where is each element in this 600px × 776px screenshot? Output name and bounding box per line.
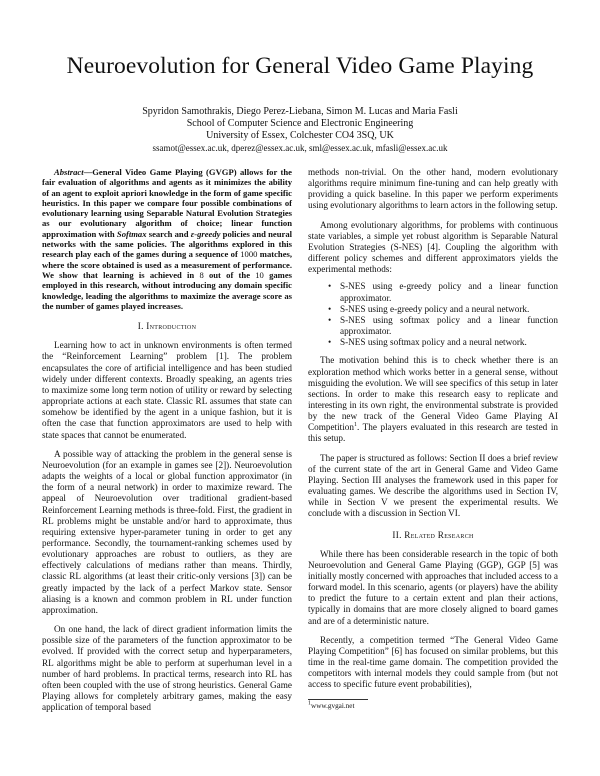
list-item: • S-NES using softmax policy and a linear function approximator.: [328, 314, 558, 337]
abstract: Abstract—General Video Game Playing (GVGP) allows for the fair evaluation of algorithms and agents as it minimizes the ability of an agent to exploit apriori knowledge in the form of game specific heuristics. In this paper we compare four possible combinations of evolutionary learning using Separable Natural Evolution Strategies as our evolutionary algorithm of choice; linear function approximation with Softmax search and ε-greedy policies and neural networks with the same policies. The algorithms explored in this research play each of the games during a sequence of 1000 matches, where the score obtained is used as a measurement of performance. We show that learning is achieved in 8 out of the 10 games employed in this research, without introducing any domain specific knowledge, leading the algorithms to maximize the average score as the number of games played increases.: [42, 167, 293, 311]
bullet-icon: •: [328, 337, 332, 348]
intro-paragraph-7: The paper is structured as follows: Section II does a brief review of the current state of the art in General Game and Video Game Playing. Section III analyses the framework used in this paper for evaluating games. We describe the algorithms used in Section IV, while in Section V we present the experimental results. We conclude with a discussion in Section VI.: [308, 452, 558, 519]
footnote-url: www.gvgai.net: [311, 701, 355, 710]
affiliation-school: School of Computer Science and Electronic Engineering: [186, 118, 414, 129]
abstract-label: Abstract: [54, 167, 84, 177]
section-heading-related-research: II. Related Research: [392, 529, 474, 540]
paper-title: Neuroevolution for General Video Game Playing: [66, 53, 534, 79]
paper-authors: Spyridon Samothrakis, Diego Perez-Liebana, Simon M. Lucas and Maria Fasli: [142, 106, 458, 117]
related-paragraph-1: While there has been considerable research in the topic of both Neuroevolution and General Game Playing (GGP), GGP [5] was initially mostly concerned with approaches that included access to a forward model. In this scenario, agents (or players) have the ability to predict the future to a certain extent and plan their actions, typically in domains that are more closely aligned to board games and are of a deterministic nature.: [308, 548, 558, 626]
intro-paragraph-3: On one hand, the lack of direct gradient information limits the possible size of the parameters of the function approximator to be evolved. If provided with the correct setup and hyperparameters, RL algorithms might be able to perform at superhuman level in a number of hard problems. In practical terms, research into RL has often been coupled with the use of strong heuristics. General Game Playing allows for completely arbitrary games, making the easy application of temporal based: [42, 624, 292, 713]
author-emails: ssamot@essex.ac.uk, dperez@essex.ac.uk, sml@essex.ac.uk, mfasli@essex.ac.uk: [152, 143, 448, 153]
methods-list: [308, 281, 558, 348]
list-item: • S-NES using e-greedy policy and a linear function approximator.: [328, 281, 558, 303]
affiliation-university: University of Essex, Colchester CO4 3SQ, UK: [206, 130, 394, 141]
bullet-icon: •: [328, 281, 332, 292]
intro-paragraph-2: A possible way of attacking the problem in the general sense is Neuroevolution (for an example in games see [2]). Neuroevolution adapts the weights of a local or global function approximator (in the form of a neural network) in order to maximize reward. The appeal of Neuroevolution over traditional gradient-based Reinforcement Learning methods is three-fold. First, the gradient in RL problems might be unstable and/or hard to approximate, thus requiring extensive hyper-parameter tuning in order to get any performance. Secondly, the tournament-ranking schemes used by evolutionary approaches are robust to outliers, as they are effectively calculations of medians rather than means. Thirdly, classic RL algorithms (at least their critic-only versions [3]) can be greatly impacted by the lack of a perfect Markov state. Sensor aliasing is a known and common problem in RL under function approximation.: [42, 448, 292, 615]
list-item: • S-NES using e-greedy policy and a neural network.: [328, 303, 530, 314]
list-item: • S-NES using softmax policy and a neural network.: [328, 337, 527, 348]
intro-paragraph-4: methods non-trivial. On the other hand, modern evolutionary algorithms require minimum fine-tuning and can help greatly with providing a quick baseline. In this paper we perform experiments using evolutionary algorithms to learn actors in the following setup.: [308, 167, 558, 211]
left-column: [42, 167, 292, 713]
footnote-divider: [308, 699, 368, 700]
intro-paragraph-5: Among evolutionary algorithms, for problems with continuous state variables, a simple yet robust algorithm is Separable Natural Evolution Strategies (S-NES) [4]. Coupling the algorithm with different policy schemes and different approximators yields the experimental methods:: [308, 219, 558, 275]
footnote: $^1$www.gvgai.net: [308, 700, 355, 710]
bullet-icon: •: [328, 303, 332, 314]
section-heading-introduction: I. Introduction: [137, 321, 197, 332]
intro-paragraph-1: Learning how to act in unknown environments is often termed the “Reinforcement Learning” problem [1]. The problem encapsulates the core of artificial intelligence and has been studied widely under different contexts. Broadly speaking, an agents tries to maximize some long term notion of utility or reward by selecting appropriate actions at each state. Classic RL assumes that state can somehow be identified by the agent in a unique fashion, but it is often the case that function approximators are used to help with state spaces that cannot be enumerated.: [42, 340, 292, 440]
footnote-marker: 1: [353, 422, 357, 429]
related-paragraph-2: Recently, a competition termed “The General Video Game Playing Competition” [6] has focused on similar problems, but this time in the real-time game domain. The competition provided the competitors with internal models they could sample from (but not access to specific future event probabilities),: [308, 634, 558, 690]
body-columns: [42, 167, 558, 757]
bullet-icon: •: [328, 314, 332, 325]
intro-paragraph-6: The motivation behind this is to check whether there is an exploration method which works better in a general sense, without misguiding the evolution. We will see specifics of this setup in later sections. In order to make this research easy to replicate and interesting in its own right, the environmental substrate is provided by the new track of the General Video Game Playing AI Competition$^1$. The players evaluated in this research are tested in this setup.: [308, 355, 558, 444]
right-column: [308, 167, 558, 711]
